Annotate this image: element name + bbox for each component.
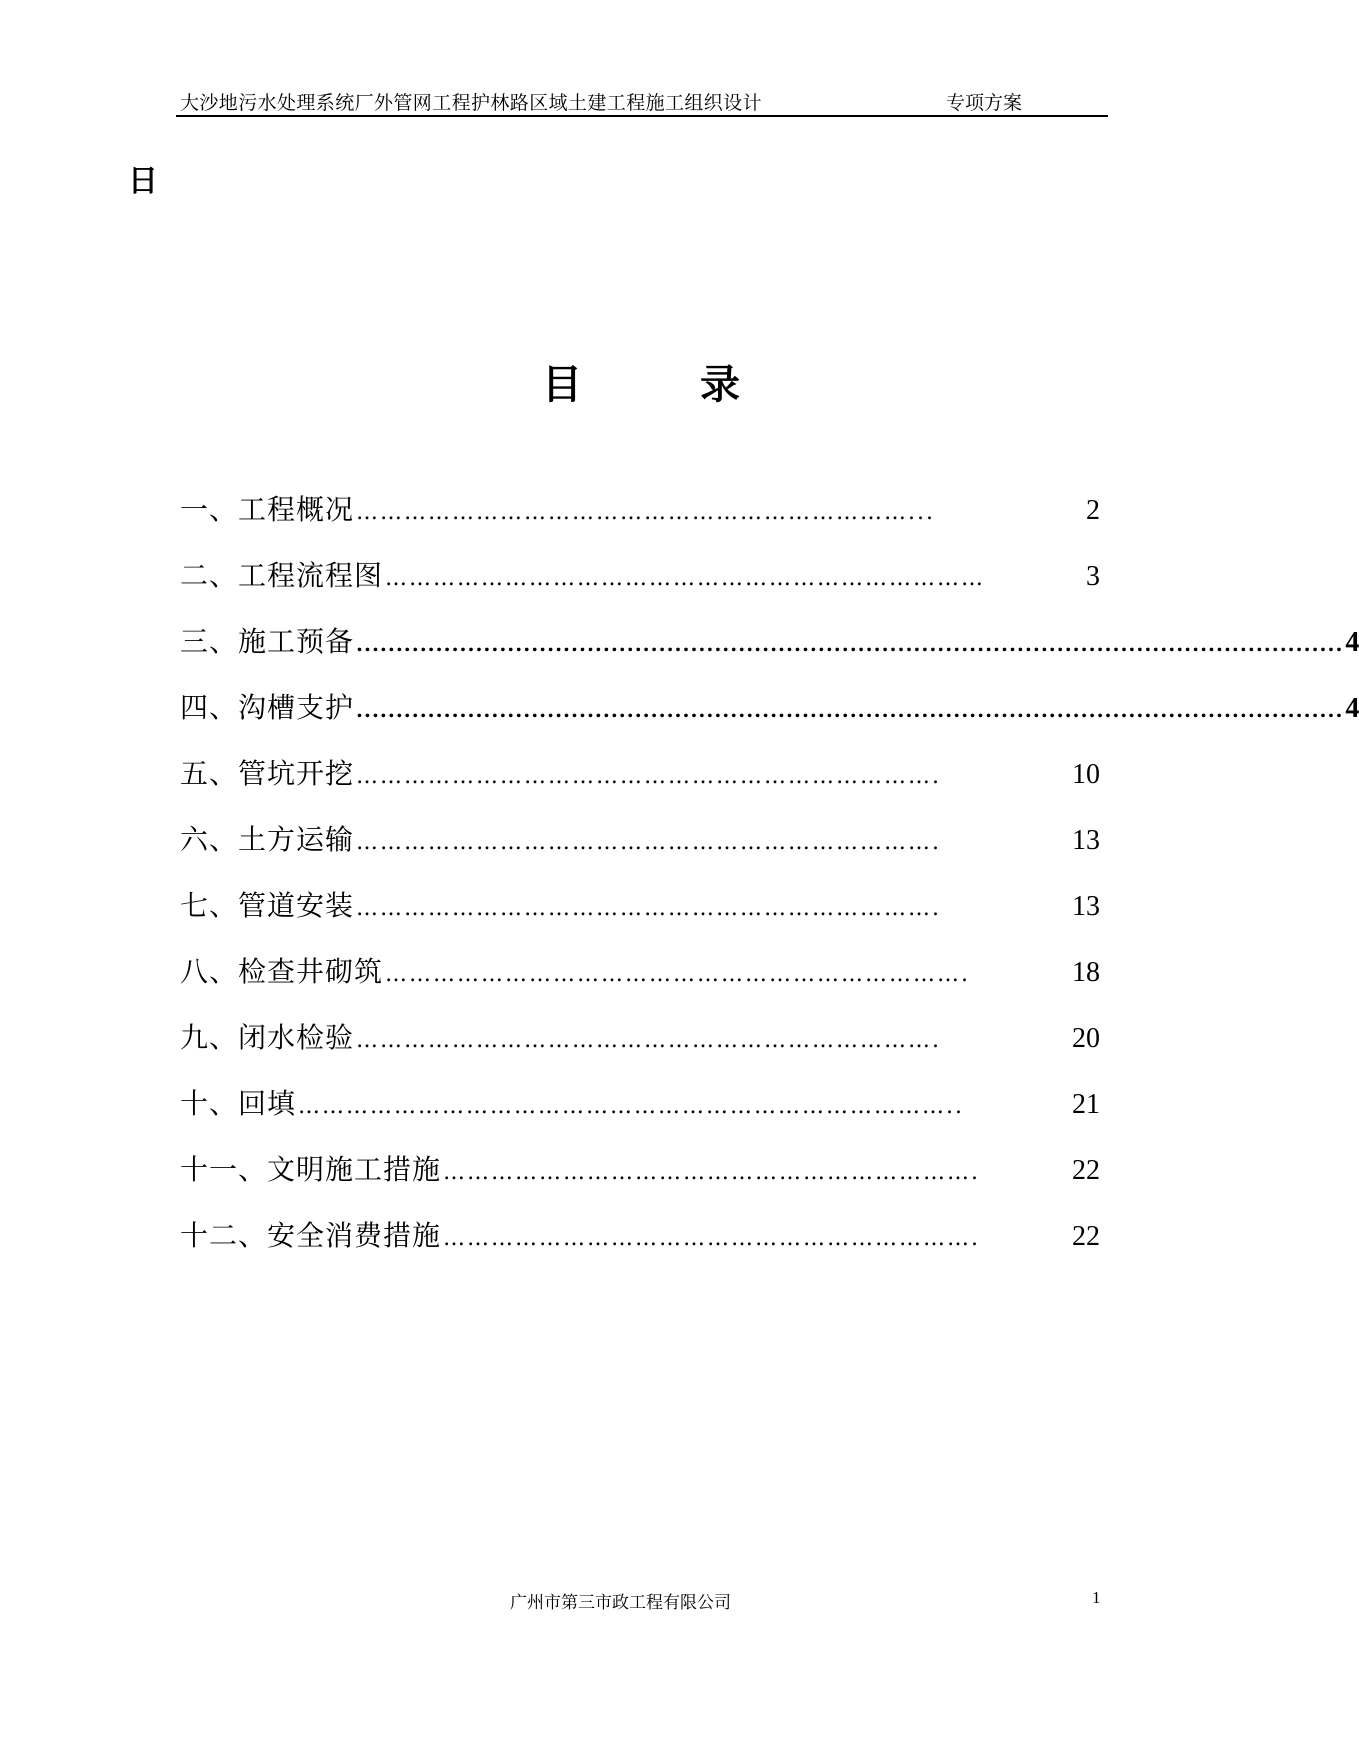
corner-glyph: 日	[128, 164, 158, 199]
document-title: 大沙地污水处理系统厂外管网工程护林路区域土建工程施工组织设计	[180, 92, 763, 114]
table-of-contents	[180, 490, 1359, 1282]
toc-entry-label: 九、闭水检验	[180, 1021, 355, 1054]
toc-entry-label: 十二、安全消费措施	[180, 1219, 442, 1252]
toc-entry-label: 十、回填	[180, 1087, 297, 1120]
toc-entry-label: 七、管道安装	[180, 889, 355, 922]
toc-title-char-2: 录	[700, 362, 740, 408]
toc-entry-label: 三、施工预备	[180, 625, 355, 658]
toc-entry-page: 22	[1072, 1155, 1100, 1186]
toc-entry-label: 六、土方运输	[180, 823, 355, 856]
toc-entry-label: 八、检查井砌筑	[180, 955, 384, 988]
toc-leader: ……………………………………………………………….	[356, 896, 942, 921]
toc-entry[interactable]	[180, 754, 1100, 820]
toc-entry[interactable]	[180, 556, 1100, 622]
toc-entry-page: 18	[1072, 957, 1100, 988]
toc-leader: ……………………………………………………………….	[356, 1028, 942, 1053]
toc-leader: ............................................................................................................................	[356, 632, 1344, 656]
toc-entry-label: 五、管坑开挖	[180, 757, 355, 790]
toc-entry[interactable]	[180, 1084, 1100, 1150]
toc-entry-label: 四、沟槽支护	[180, 691, 355, 724]
toc-leader: ……………………………………………………………….	[385, 962, 971, 987]
scheme-label: 专项方案	[946, 92, 1023, 114]
toc-entry[interactable]	[180, 886, 1100, 952]
toc-entry-page: 3	[1086, 561, 1100, 592]
toc-entry-page: 4	[1345, 693, 1359, 724]
toc-leader: ............................................................................................................................	[356, 698, 1344, 722]
toc-title-char-1: 目	[542, 362, 582, 408]
toc-entry[interactable]	[180, 1018, 1100, 1084]
toc-entry-label: 十一、文明施工措施	[180, 1153, 442, 1186]
toc-entry-page: 4	[1345, 627, 1359, 658]
toc-leader: ………………………………………………………….	[443, 1160, 981, 1185]
footer-company: 广州市第三市政工程有限公司	[510, 1593, 731, 1613]
toc-entry-label: 一、工程概况	[180, 493, 355, 526]
footer-page-number: 1	[1092, 1588, 1101, 1607]
toc-leader: ………………………………………………………………………..	[298, 1094, 965, 1119]
toc-entry[interactable]	[180, 622, 1359, 688]
header-rule	[176, 115, 1108, 117]
toc-leader: ……………………………………………………………….	[356, 764, 942, 789]
toc-entry-page: 20	[1072, 1023, 1100, 1054]
toc-entry[interactable]	[180, 688, 1359, 754]
toc-entry[interactable]	[180, 952, 1100, 1018]
toc-leader: ……………………………………………………………….	[356, 830, 942, 855]
toc-leader: …………………………………………………………………	[385, 566, 986, 591]
toc-entry-page: 10	[1072, 759, 1100, 790]
toc-entry-page: 21	[1072, 1089, 1100, 1120]
toc-entry-page: 13	[1072, 825, 1100, 856]
toc-entry-label: 二、工程流程图	[180, 559, 384, 592]
toc-entry[interactable]	[180, 490, 1100, 556]
toc-entry-page: 2	[1086, 495, 1100, 526]
page-header	[176, 84, 1108, 116]
toc-entry-page: 22	[1072, 1221, 1100, 1252]
toc-entry[interactable]	[180, 820, 1100, 886]
toc-entry[interactable]	[180, 1216, 1100, 1282]
toc-entry[interactable]	[180, 1150, 1100, 1216]
toc-leader: ………………………………………………………….	[443, 1226, 981, 1251]
toc-leader: ……………………………………………………………...	[356, 500, 935, 525]
toc-title	[0, 360, 1241, 410]
toc-entry-page: 13	[1072, 891, 1100, 922]
